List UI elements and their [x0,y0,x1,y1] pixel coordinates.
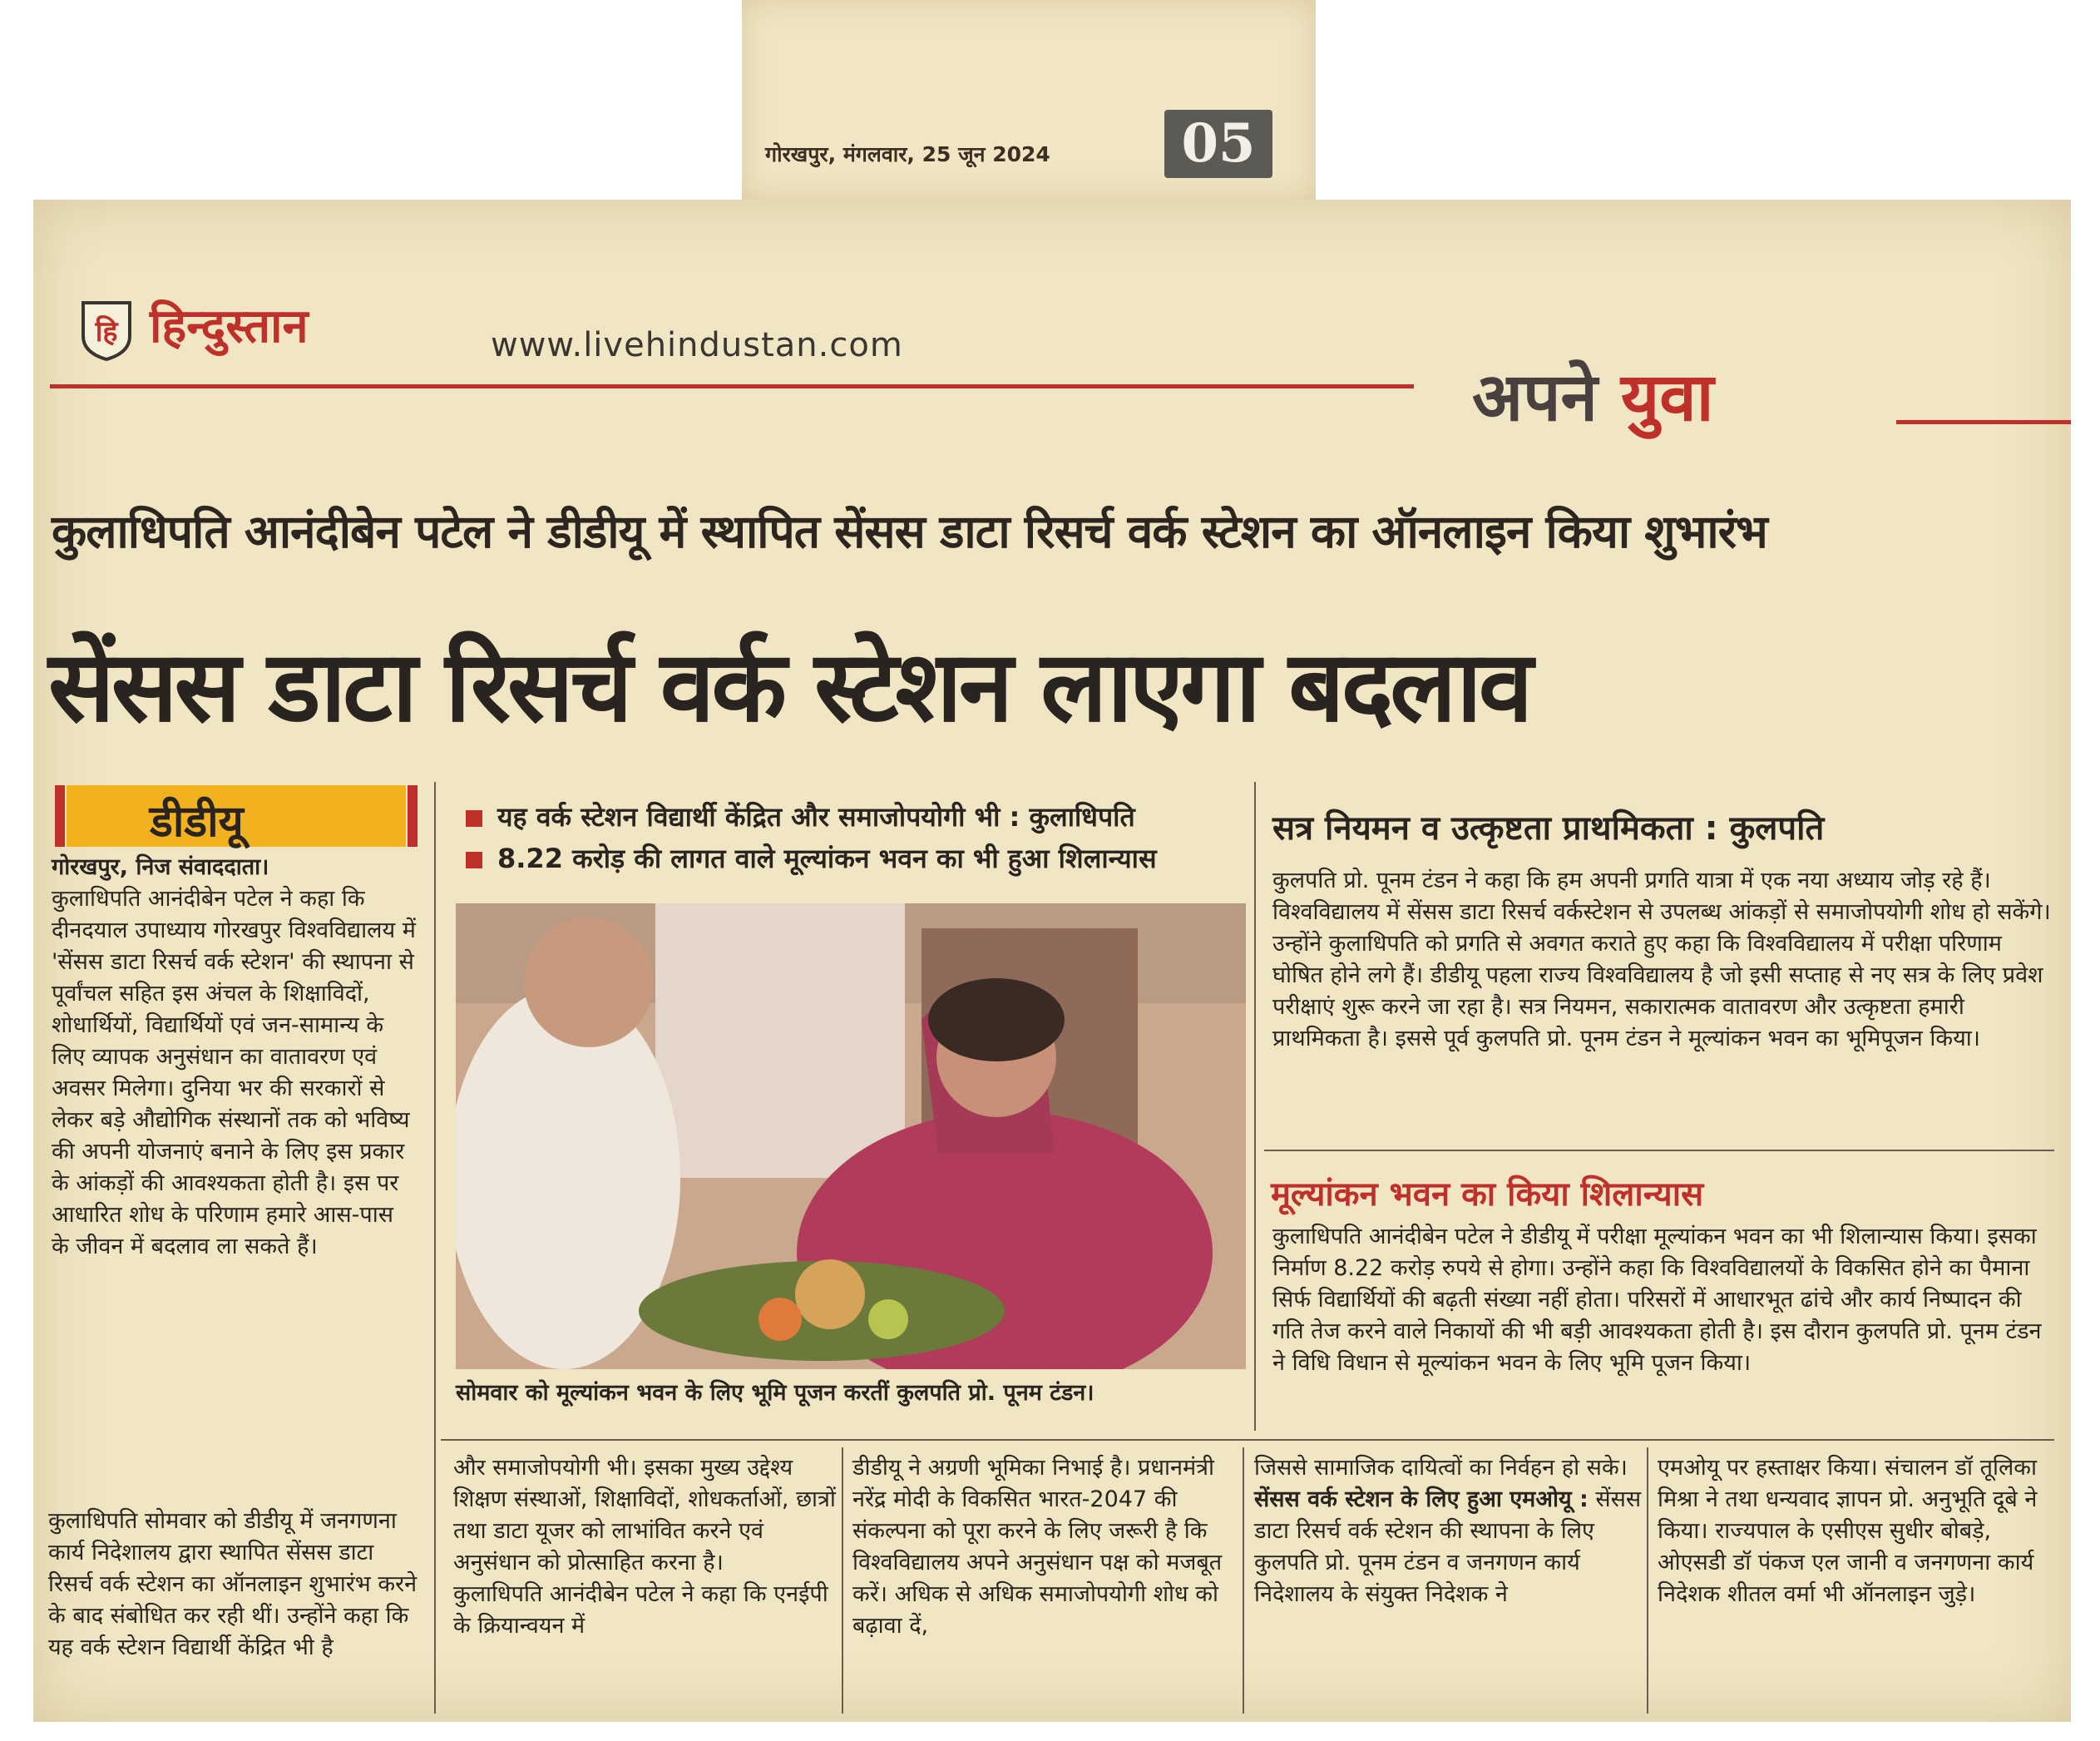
column-rule [842,1447,843,1714]
article-column-1 [52,852,418,1263]
col3-paragraph-1: डीडीयू ने अग्रणी भूमिका निभाई है। प्रधानमंत्री नरेंद्र मोदी के विकसित भारत-2047 की संकल्पना को पूरा करने के लिए जरूरी है कि विश्वविद्यालय अपने अनुसंधान पक्ष को मजबूत करें। अधिक से अधिक समाजोपयोगी शोध को बढ़ावा दें, [852,1455,1223,1639]
article-column-5 [1658,1452,2040,1610]
divider [441,1439,2054,1441]
page-number: 05 [1164,110,1272,178]
column-rule [1243,1447,1244,1714]
place-tag-label: डीडीयू [150,797,244,847]
dateline: गोरखपुर, मंगलवार, 25 जून 2024 [765,142,1050,166]
brand-name: हिन्दुस्तान [150,299,309,354]
right-paragraph-2: कुलाधिपति आनंदीबेन पटेल ने डीडीयू में परीक्षा मूल्यांकन भवन का भी शिलान्यास किया। इसका निर्माण 8.22 करोड़ रुपये से होगा। उन्होंने कहा कि विश्वविद्यालयों के विकसित होने का पैमाना सिर्फ विद्यार्थियों की बढ़ती संख्या नहीं होता। परिसरों में आधारभूत ढांचे और कार्य निष्पादन की गति तेज करने वाले निकायों की भी बड़ी आवश्यकता होती है। इस दौरान कुलपति प्रो. पूनम टंडन ने विधि विधान से मूल्यांकन भवन के लिए भूमि पूजन किया। [1272,1224,2042,1376]
place-tag-bar-left [55,785,65,847]
column-rule [1254,782,1256,1431]
highlight-bullet [466,799,1135,834]
masthead-rule [50,384,1414,388]
place-tag-bar-right [408,785,418,847]
highlight-bullet [466,840,1157,876]
subheading-foundation: मूल्यांकन भवन का किया शिलान्यास [1271,1175,1704,1214]
bullet-text: 8.22 करोड़ की लागत वाले मूल्यांकन भवन का भी हुआ शिलान्यास [497,843,1157,874]
place-tag [67,785,406,847]
article-column-2 [453,1452,836,1642]
right-paragraph-1: कुलपति प्रो. पूनम टंडन ने कहा कि हम अपनी प्रगति यात्रा में एक नया अध्याय जोड़ रहे हैं। विश्वविद्यालय में सेंसस डाटा रिसर्च वर्कस्टेशन से उपलब्ध आंकड़ों से समाजोपयोगी शोध हो सकेंगे। उन्होंने कुलाधिपति को प्रगति से अवगत कराते हुए कहा कि विश्वविद्यालय में परीक्षा परिणाम घोषित होने लगे हैं। डीडीयू पहला राज्य विश्वविद्यालय है जो इसी सप्ताह से नए सत्र के लिए प्रवेश परीक्षाएं शुरू करने जा रहा है। सत्र नियमन, सकारात्मक वातावरण और उत्कृष्टता हमारी प्राथमिकता है। इससे पूर्व कुलपति प्रो. पूनम टंडन ने मूल्यांकन भवन का भूमिपूजन किया। [1272,868,2051,1051]
bullet-text: यह वर्क स्टेशन विद्यार्थी केंद्रित और समाजोपयोगी भी : कुलाधिपति [497,801,1135,833]
brand-url: www.livehindustan.com [491,326,903,364]
bullet-square-icon [466,810,482,827]
section-title-part1: अपने [1472,359,1598,436]
photo-caption: सोमवार को मूल्यांकन भवन के लिए भूमि पूजन करतीं कुलपति प्रो. पूनम टंडन। [456,1380,1094,1406]
news-photo [456,903,1246,1369]
section-title-part2: युवा [1620,359,1714,436]
col4-paragraph-1: जिससे सामाजिक दायित्वों का निर्वहन हो सके। [1254,1455,1628,1481]
col2-paragraph-1: और समाजोपयोगी भी। इसका मुख्य उद्देश्य शिक्षण संस्थाओं, शिक्षाविदों, शोधकर्ताओं, छात्रों तथा डाटा यूजर को लाभांवित करने एवं अनुसंधान को प्रोत्साहित करना है। [453,1455,836,1575]
mou-subhead: सेंसस वर्क स्टेशन के लिए हुआ एमओयू : [1254,1486,1589,1512]
bullet-square-icon [466,852,482,868]
logo-letter: हि [95,315,118,349]
hindustan-logo-icon [80,299,133,361]
column-rule [434,782,436,1714]
col5-paragraph-1: एमओयू पर हस्ताक्षर किया। संचालन डॉ तूलिका मिश्रा ने तथा धन्यवाद ज्ञापन प्रो. अनुभूति दूबे ने किया। राज्यपाल के एसीएस सुधीर बोबड़े, ओएसडी डॉ पंकज एल जानी व जनगणना कार्य निदेशक शीतल वर्मा भी ऑनलाइन जुड़े। [1658,1455,2038,1607]
divider [1264,1150,2054,1151]
section-rule [1896,420,2071,424]
col2-paragraph-2: कुलाधिपति आनंदीबेन पटेल ने कहा कि एनईपी के क्रियान्वयन में [453,1581,828,1639]
section-title [1472,349,1713,440]
article-column-4 [1254,1452,1645,1610]
article-column-3 [852,1452,1235,1642]
col1-paragraph-1: कुलाधिपति आनंदीबेन पटेल ने कहा कि दीनदयाल उपाध्याय गोरखपुर विश्वविद्यालय में 'सेंसस डाटा रिसर्च वर्क स्टेशन' की स्थापना से पूर्वांचल सहित इस अंचल के शिक्षाविदों, शोधार्थियों, विद्यार्थियों एवं जन-सामान्य के लिए व्यापक अनुसंधान का वातावरण एवं अवसर मिलेगा। दुनिया भर की सरकारों से लेकर बड़े औद्योगिक संस्थानों तक को भविष्य की अपनी योजनाएं बनाने के लिए इस प्रकार के आंकड़ों की आवश्यकता होती है। इस पर आधारित शोध के परिणाम हमारे आस-पास के जीवन में बदलाव ला सकते हैं। [52,886,416,1259]
article-column-1-continued [48,1506,418,1664]
kicker: कुलाधिपति आनंदीबेन पटेल ने डीडीयू में स्थापित सेंसस डाटा रिसर्च वर्क स्टेशन का ऑनलाइन किया शुभारंभ [52,505,1767,558]
col4-paragraph-2: सेंसस डाटा रिसर्च वर्क स्टेशन की स्थापना के लिए कुलपति प्रो. पूनम टंडन व जनगणन कार्य निदेशालय के संयुक्त निदेशक ने [1254,1486,1642,1607]
column-rule [1647,1447,1648,1714]
subheading-session: सत्र नियमन व उत्कृष्टता प्राथमिकता : कुलपति [1272,809,1825,848]
byline: गोरखपुर, निज संवाददाता। [52,854,269,880]
headline: सेंसस डाटा रिसर्च वर्क स्टेशन लाएगा बदलाव [48,629,1530,744]
col1-paragraph-2: कुलाधिपति सोमवार को डीडीयू में जनगणना कार्य निदेशालय द्वारा स्थापित सेंसस डाटा रिसर्च वर्क स्टेशन का ऑनलाइन शुभारंभ करने के बाद संबोधित कर रही थीं। उन्होंने कहा कि यह वर्क स्टेशन विद्यार्थी केंद्रित भी है [48,1508,418,1660]
